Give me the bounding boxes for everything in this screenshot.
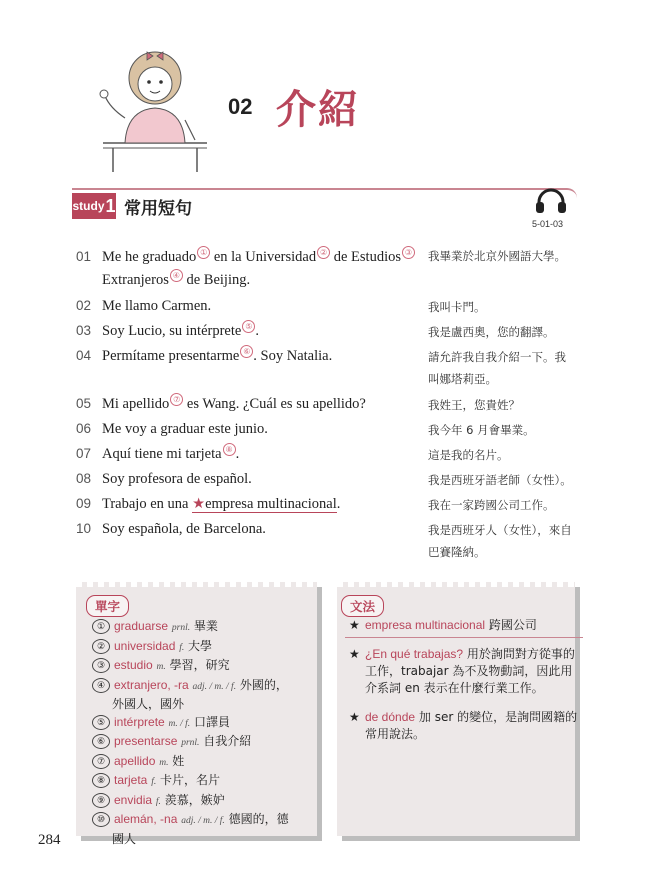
sentence-10: 10 Soy española, de Barcelona. <box>76 521 266 537</box>
sentence-06: 06 Me voy a graduar este junio. <box>76 421 268 437</box>
headphones-icon[interactable] <box>535 188 567 214</box>
teacher-illustration <box>95 40 215 175</box>
translation-04: 請允許我自我介紹一下。我 叫娜塔莉亞。 <box>428 350 566 386</box>
vocab-list: ① graduarse prnl. 畢業 ② universidad f. 大學 ③ estudio m. 學習，研究 ④ extranjero, -ra adj. / m. / f. 外國的， 外國人，國外 ⑤ intérprete m. / f. 口譯員 ⑥ presentarse prnl. 自我介紹 ⑦ apellido m. 姓 ⑧ tarjeta f. 卡片，名片 ⑨ envidia f. 羨慕，嫉妒 ⑩ alemán, -na adj. / m. / f. 德國的，德 國人 <box>92 618 302 848</box>
translation-06: 我今年 6 月會畢業。 <box>428 423 535 437</box>
grammar-item: ★ empresa multinacional 跨國公司 <box>349 618 537 632</box>
vocab-item: ⑧ tarjeta f. 卡片，名片 <box>92 772 302 792</box>
chapter-number: 02 <box>228 94 253 119</box>
translation-09: 我在一家跨國公司工作。 <box>428 498 555 512</box>
vocab-item: ③ estudio m. 學習，研究 <box>92 657 302 677</box>
translation-07: 這是我的名片。 <box>428 448 509 462</box>
grammar-item: ★ de dónde 加 ser 的變位，是詢問國籍的常用說法。 <box>349 710 578 741</box>
translation-08: 我是西班牙語老師（女性）。 <box>428 473 572 487</box>
translation-02: 我叫卡門。 <box>428 300 486 314</box>
star-icon: ★ <box>349 647 360 661</box>
sentence-07: 07 Aquí tiene mi tarjeta ⑧ . <box>76 445 240 462</box>
sentence-05: 05 Mi apellido ⑦ es Wang. ¿Cuál es su apellido? <box>76 395 366 412</box>
audio-track-number: 5-01-03 <box>532 219 564 229</box>
sentence-02: 02 Me llamo Carmen. <box>76 298 212 314</box>
study-badge: study1 <box>72 193 116 219</box>
sentence-01: 01 Me he graduado ① en la Universidad ② de Estudios ③ Extranjeros ④ de Beijing. <box>76 245 426 292</box>
translation-03: 我是盧西奧，您的翻譯。 <box>428 325 555 339</box>
vocab-item: ⑨ envidia f. 羨慕，嫉妒 <box>92 792 302 812</box>
vocab-item: ⑩ alemán, -na adj. / m. / f. 德國的，德 <box>92 811 302 831</box>
page-number: 284 <box>38 832 61 848</box>
sentence-09: 09 Trabajo en una ★empresa multinacional. <box>76 496 341 512</box>
chapter-title: 介紹 <box>276 87 360 133</box>
translation-01: 我畢業於北京外國語大學。 <box>428 249 566 263</box>
grammar-item: ★ ¿En qué trabajas? 用於詢問對方從事的工作，trabajar 為不及物動詞，因此用介系詞 en 表示在什麼行業工作。 <box>349 647 575 695</box>
vocab-item: ④ extranjero, -ra adj. / m. / f. 外國的， <box>92 677 302 697</box>
star-icon: ★ <box>349 710 360 724</box>
sentence-03: 03 Soy Lucio, su intérprete ⑤ . <box>76 322 259 339</box>
vocab-item: ⑦ apellido m. 姓 <box>92 753 302 773</box>
vocab-item: ① graduarse prnl. 畢業 <box>92 618 302 638</box>
star-icon: ★ <box>349 618 360 632</box>
star-icon: ★ <box>192 496 206 512</box>
vocab-title: 單字 <box>86 595 129 617</box>
sentence-08: 08 Soy profesora de español. <box>76 471 252 487</box>
grammar-title: 文法 <box>341 595 384 617</box>
vocab-item: ② universidad f. 大學 <box>92 638 302 658</box>
vocab-item: ⑥ presentarse prnl. 自我介紹 <box>92 733 302 753</box>
study-title: 常用短句 <box>124 199 192 219</box>
sentence-04: 04 Permítame presentarme ⑥ . Soy Natalia. <box>76 347 333 364</box>
vocab-item: ⑤ intérprete m. / f. 口譯員 <box>92 714 302 734</box>
translation-10: 我是西班牙人（女性），來自 巴賽隆納。 <box>428 523 572 559</box>
translation-05: 我姓王，您貴姓？ <box>428 398 520 412</box>
grammar-list <box>349 617 584 750</box>
